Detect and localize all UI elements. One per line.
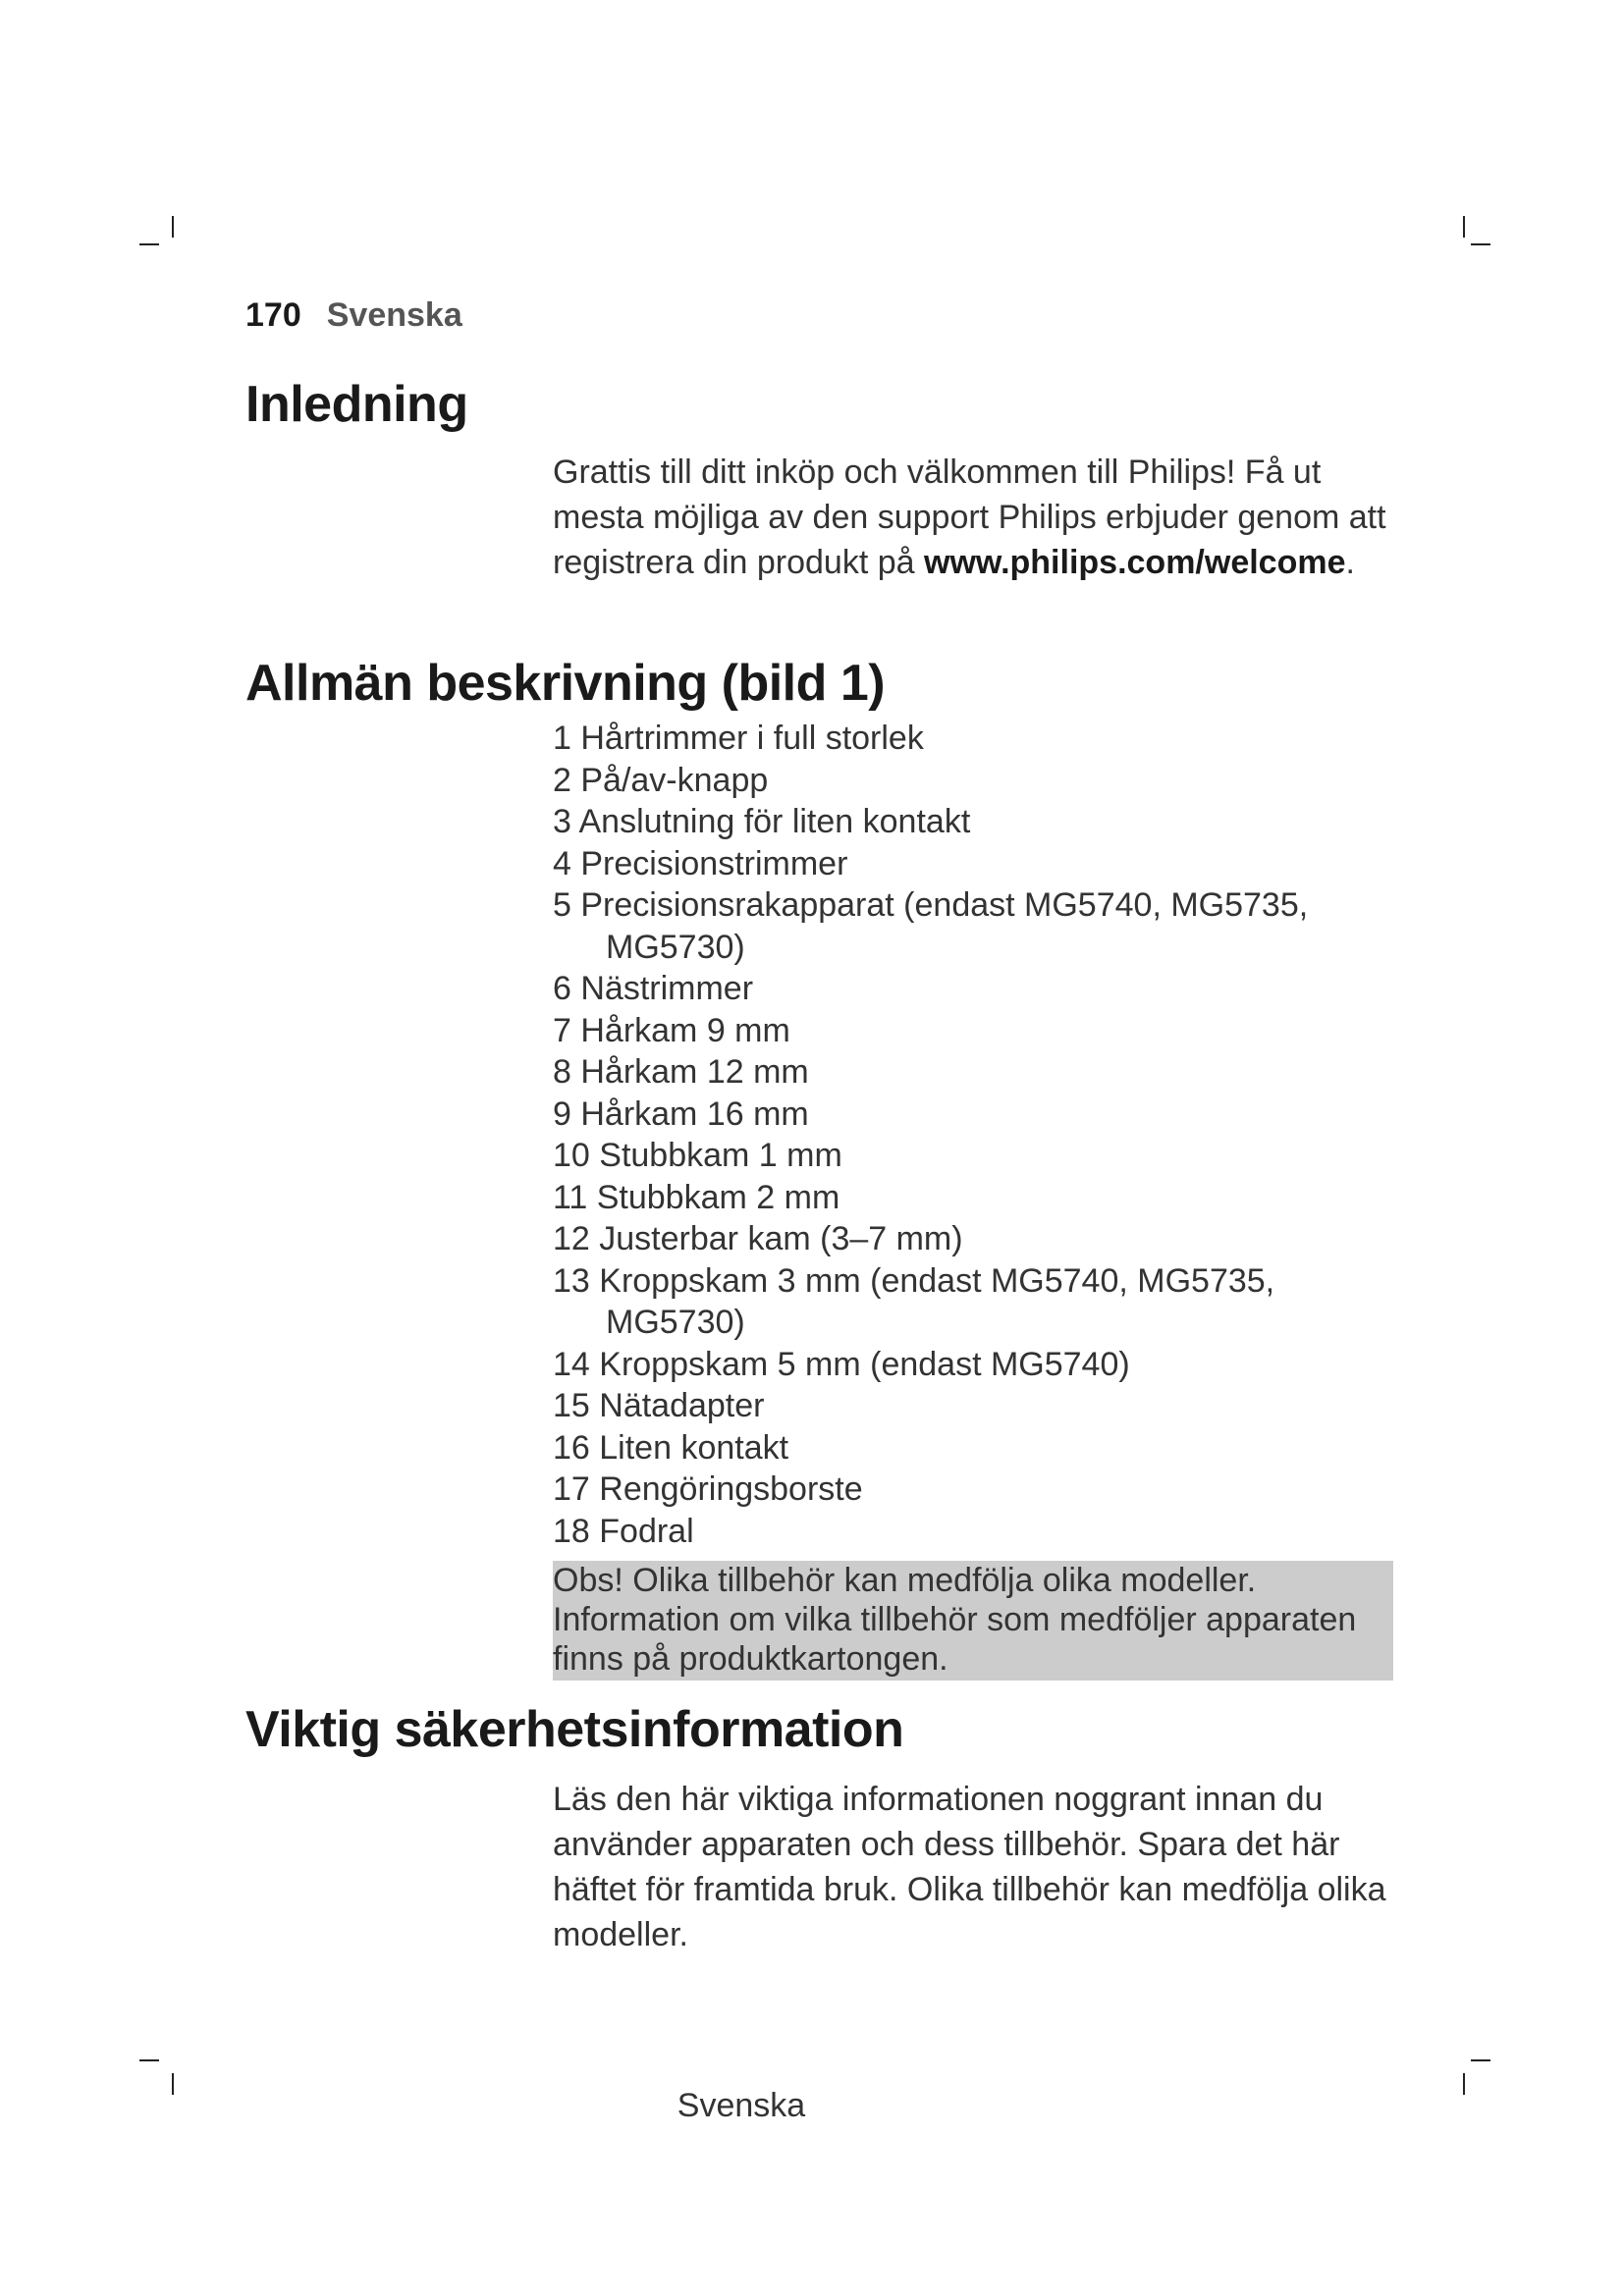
- parts-list-item-text: 13 Kroppskam 3 mm (endast MG5740, MG5735,: [553, 1261, 1275, 1300]
- parts-list-item: [553, 1511, 1407, 1553]
- crop-mark: [1463, 216, 1465, 238]
- parts-list-item-text: 4 Precisionstrimmer: [553, 844, 848, 882]
- overview-heading: Allmän beskrivning (bild 1): [245, 655, 886, 712]
- parts-list: [553, 718, 1407, 1552]
- parts-list-item-text: 1 Hårtrimmer i full storlek: [553, 720, 924, 757]
- parts-list-item-continuation: MG5730): [606, 1304, 745, 1341]
- parts-list-item: [553, 884, 1407, 968]
- welcome-link[interactable]: www.philips.com/welcome: [924, 544, 1346, 581]
- parts-list-item-text: 8 Hårkam 12 mm: [553, 1053, 809, 1091]
- parts-list-item: [553, 843, 1407, 885]
- crop-mark: [1471, 2059, 1490, 2061]
- header-language: Svenska: [326, 296, 462, 334]
- page-number: 170: [245, 296, 301, 334]
- crop-mark: [139, 243, 159, 245]
- crop-mark: [172, 216, 174, 238]
- parts-list-item-continuation: MG5730): [606, 928, 745, 966]
- parts-list-item-text: 16 Liten kontakt: [553, 1428, 789, 1467]
- intro-link-suffix: .: [1345, 544, 1355, 581]
- parts-list-item: [553, 1218, 1407, 1260]
- parts-list-item: [553, 1051, 1407, 1094]
- parts-list-item-text: 2 På/av-knapp: [553, 761, 769, 799]
- crop-mark: [1471, 243, 1490, 245]
- accessories-note: Obs! Olika tillbehör kan medfölja olika modeller. Information om vilka tillbehör som medföljer apparaten finns på produktkartongen.: [553, 1561, 1393, 1681]
- parts-list-item: [553, 968, 1407, 1010]
- parts-list-item-text: 6 Nästrimmer: [553, 970, 754, 1007]
- parts-list-item: [553, 1344, 1407, 1386]
- intro-text: [553, 450, 1407, 585]
- page-header: [245, 296, 462, 335]
- parts-list-item: [553, 1260, 1407, 1344]
- parts-list-item-text: 12 Justerbar kam (3–7 mm): [553, 1220, 963, 1257]
- parts-list-item-text: 15 Nätadapter: [553, 1387, 765, 1424]
- parts-list-item-text: 17 Rengöringsborste: [553, 1470, 863, 1508]
- parts-list-item: [553, 718, 1407, 760]
- parts-list-item-text: 3 Anslutning för liten kontakt: [553, 803, 971, 840]
- crop-mark: [139, 2059, 159, 2061]
- parts-list-item: [553, 1427, 1407, 1469]
- parts-list-item: [553, 1177, 1407, 1219]
- parts-list-item-text: 7 Hårkam 9 mm: [553, 1011, 790, 1049]
- page-footer: Svenska: [677, 2087, 806, 2124]
- parts-list-item-text: 18 Fodral: [553, 1512, 694, 1550]
- parts-list-item: [553, 1094, 1407, 1136]
- parts-list-item: [553, 801, 1407, 843]
- safety-text: Läs den här viktiga informationen noggrant innan du använder apparaten och dess tillbehör. Spara det här häftet för framtida bruk. Olika tillbehör kan medfölja olika modeller.: [553, 1781, 1386, 1953]
- parts-list-item-text: 9 Hårkam 16 mm: [553, 1095, 809, 1133]
- intro-paragraph: Grattis till ditt inköp och välkommen till Philips! Få ut mesta möjliga av den support Philips erbjuder genom att registrera din produkt på: [553, 454, 1386, 581]
- parts-list-item-text: 10 Stubbkam 1 mm: [553, 1137, 842, 1174]
- parts-list-item: [553, 1385, 1407, 1427]
- parts-list-item: [553, 1135, 1407, 1177]
- parts-list-item-text: 14 Kroppskam 5 mm (endast MG5740): [553, 1345, 1130, 1383]
- parts-list-item-text: 5 Precisionsrakapparat (endast MG5740, MG5735,: [553, 886, 1309, 924]
- parts-list-item-text: 11 Stubbkam 2 mm: [553, 1178, 840, 1216]
- parts-list-item: [553, 1010, 1407, 1052]
- parts-list-item: [553, 760, 1407, 802]
- safety-heading: Viktig säkerhetsinformation: [245, 1701, 904, 1758]
- intro-heading: Inledning: [245, 376, 468, 433]
- parts-list-item: [553, 1468, 1407, 1511]
